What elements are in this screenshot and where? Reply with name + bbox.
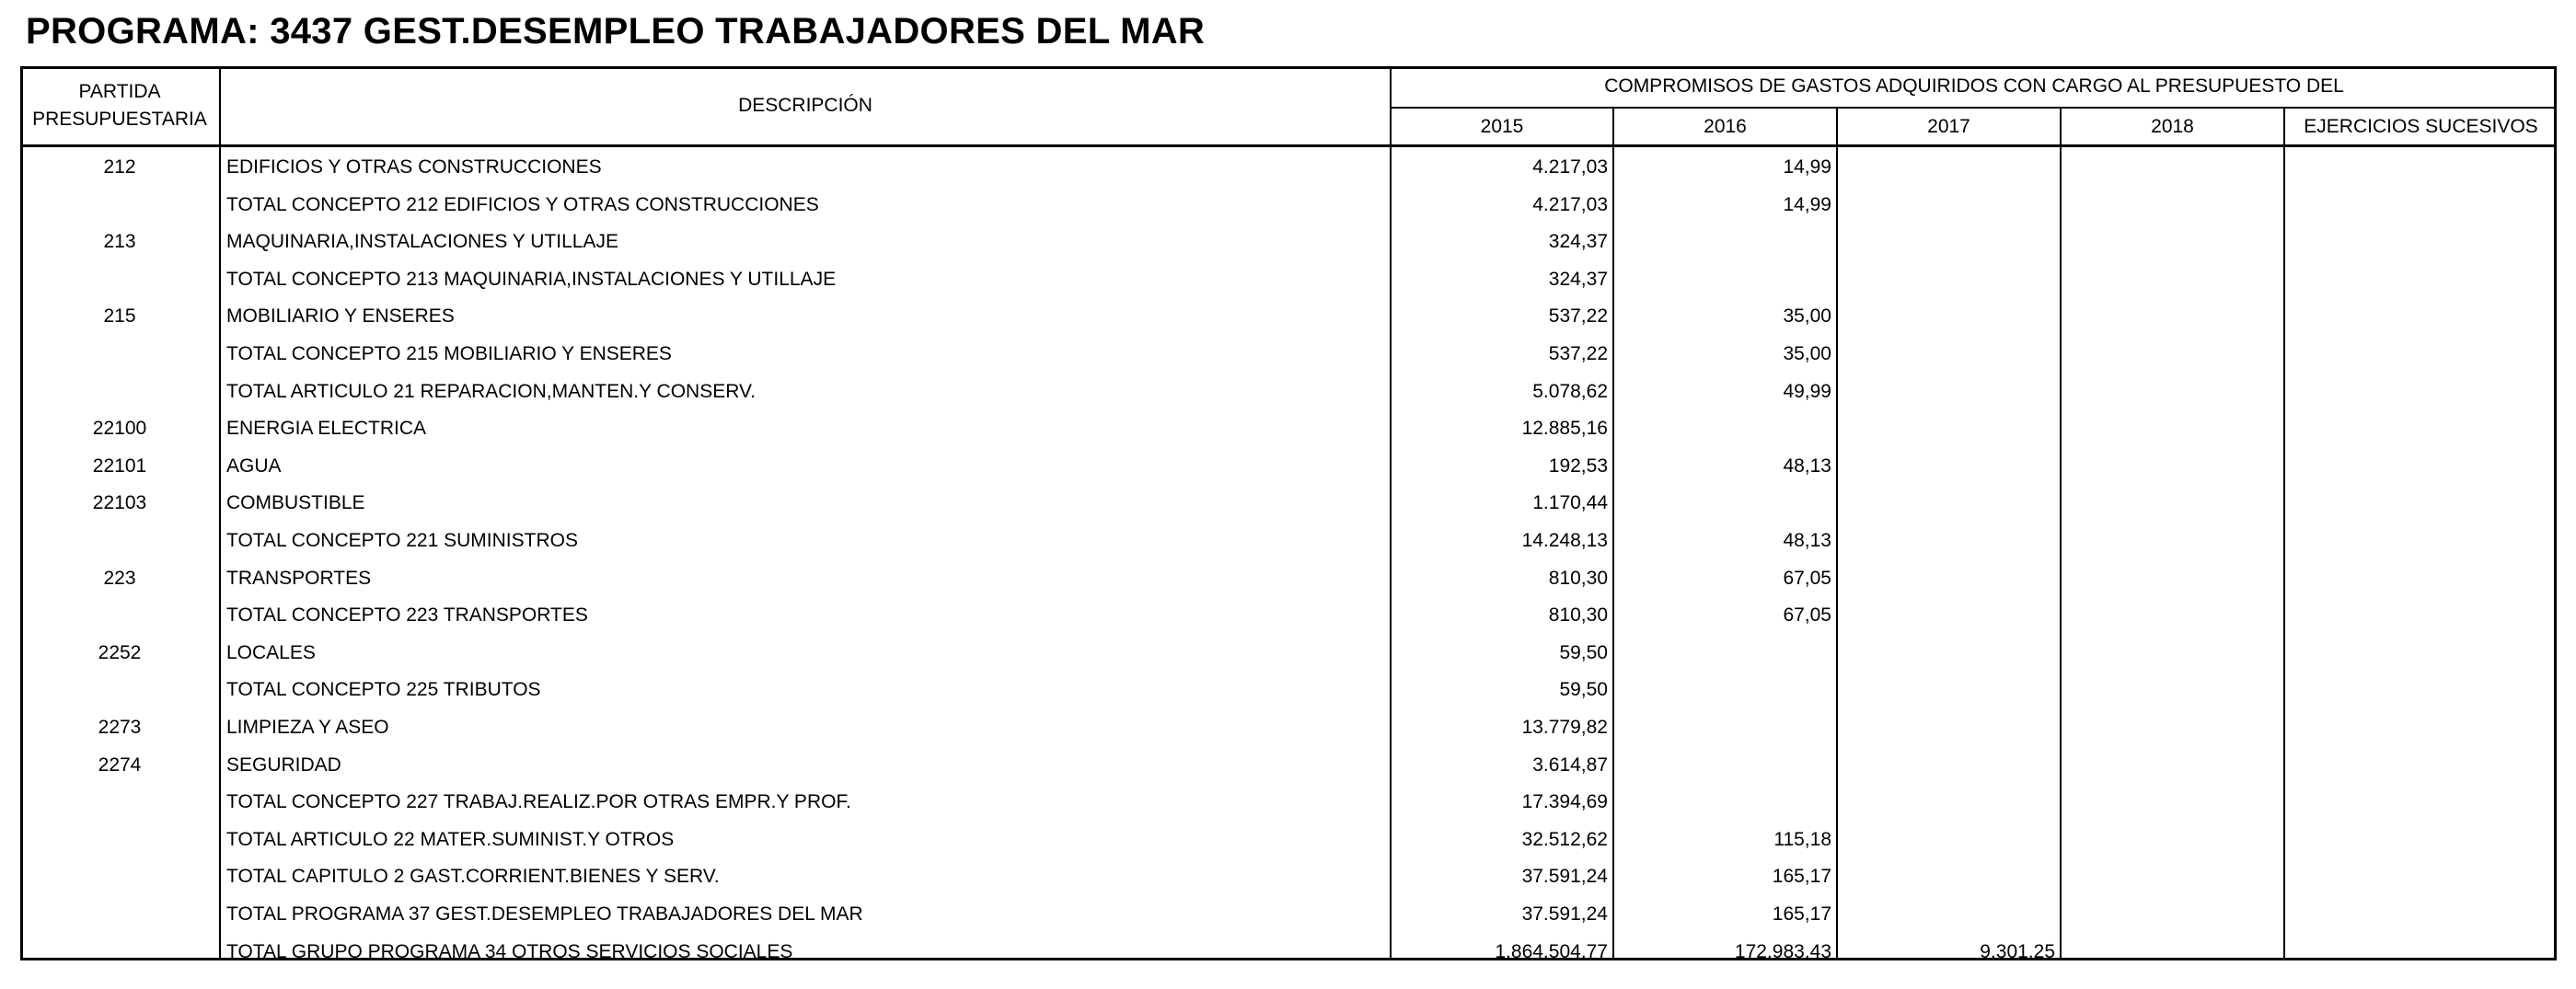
row-value-2016: 35,00	[1783, 305, 1831, 327]
row-value-2016: 14,99	[1783, 156, 1831, 178]
row-value-2016: 48,13	[1783, 530, 1831, 551]
header-ejercicios-sucesivos: EJERCICIOS SUCESIVOS	[2304, 116, 2538, 137]
row-value-2016: 48,13	[1783, 455, 1831, 477]
row-value-2015: 12.885,16	[1521, 418, 1608, 439]
header-compromisos: COMPROMISOS DE GASTOS ADQUIRIDOS CON CARGO AL PRESUPUESTO DEL	[1604, 75, 2344, 97]
row-value-2015: 810,30	[1548, 604, 1608, 626]
row-value-2016: 115,18	[1773, 829, 1831, 850]
row-descripcion: TOTAL CONCEPTO 225 TRIBUTOS	[226, 679, 541, 700]
row-value-2016: 165,17	[1772, 866, 1831, 887]
row-value-2015: 59,50	[1559, 679, 1608, 700]
row-value-2015: 4.217,03	[1532, 194, 1608, 215]
row-value-2015: 59,50	[1559, 642, 1608, 663]
page-title: PROGRAMA: 3437 GEST.DESEMPLEO TRABAJADORES DEL MAR	[26, 11, 1206, 52]
row-descripcion: SEGURIDAD	[226, 754, 341, 776]
row-descripcion: LOCALES	[226, 642, 316, 663]
row-partida: 22103	[92, 492, 147, 513]
row-value-2015: 4.217,03	[1532, 156, 1608, 178]
divider-compromisos	[1390, 107, 2557, 109]
row-descripcion: TOTAL CAPITULO 2 GAST.CORRIENT.BIENES Y SERV.	[226, 866, 720, 887]
row-descripcion: TOTAL CONCEPTO 223 TRANSPORTES	[226, 604, 588, 626]
row-value-2015: 324,37	[1548, 231, 1608, 252]
header-year-2018: 2018	[2151, 116, 2194, 137]
row-descripcion: TOTAL GRUPO PROGRAMA 34 OTROS SERVICIOS SOCIALES	[226, 941, 793, 962]
header-year-2016: 2016	[1704, 116, 1747, 137]
row-value-2015: 5.078,62	[1532, 381, 1608, 402]
divider-2017	[2060, 108, 2062, 960]
row-descripcion: TOTAL CONCEPTO 212 EDIFICIOS Y OTRAS CONSTRUCCIONES	[226, 194, 819, 215]
divider-2016	[1836, 108, 1838, 960]
row-value-2016: 35,00	[1783, 343, 1831, 364]
row-descripcion: TOTAL CONCEPTO 213 MAQUINARIA,INSTALACIONES Y UTILLAJE	[226, 269, 837, 290]
row-value-2015: 324,37	[1548, 269, 1608, 290]
row-value-2016: 14,99	[1783, 194, 1831, 215]
header-year-2017: 2017	[1927, 116, 1970, 137]
row-descripcion: EDIFICIOS Y OTRAS CONSTRUCCIONES	[226, 156, 602, 178]
header-partida-line2: PRESUPUESTARIA	[32, 109, 207, 130]
row-value-2016: 67,05	[1783, 604, 1831, 626]
row-value-2015: 32.512,62	[1521, 829, 1608, 850]
row-partida: 2252	[98, 642, 142, 663]
row-value-2015: 1.170,44	[1532, 492, 1608, 513]
row-partida: 213	[103, 231, 136, 252]
row-value-2015: 3.614,87	[1532, 754, 1608, 776]
row-value-2016: 172.983,43	[1734, 941, 1831, 962]
row-value-2015: 192,53	[1548, 455, 1608, 477]
header-descripcion: DESCRIPCIÓN	[738, 95, 872, 116]
row-descripcion: LIMPIEZA Y ASEO	[226, 717, 389, 738]
header-partida-line1: PARTIDA	[78, 81, 161, 102]
row-value-2015: 37.591,24	[1521, 903, 1608, 925]
row-value-2016: 67,05	[1783, 568, 1831, 589]
row-value-2015: 810,30	[1548, 568, 1608, 589]
row-descripcion: MOBILIARIO Y ENSERES	[226, 305, 455, 327]
divider-header-body	[20, 144, 2557, 147]
row-partida: 212	[103, 156, 136, 178]
row-value-2015: 1.864.504,77	[1495, 941, 1608, 962]
row-descripcion: TOTAL CONCEPTO 221 SUMINISTROS	[226, 530, 578, 551]
row-descripcion: MAQUINARIA,INSTALACIONES Y UTILLAJE	[226, 231, 618, 252]
row-value-2016: 165,17	[1772, 903, 1831, 925]
row-value-2015: 37.591,24	[1521, 866, 1608, 887]
row-descripcion: TOTAL CONCEPTO 227 TRABAJ.REALIZ.POR OTRAS EMPR.Y PROF.	[226, 791, 851, 812]
row-descripcion: TOTAL PROGRAMA 37 GEST.DESEMPLEO TRABAJADORES DEL MAR	[226, 903, 863, 925]
divider-2018	[2283, 108, 2285, 960]
row-value-2016: 49,99	[1783, 381, 1831, 402]
row-descripcion: ENERGIA ELECTRICA	[226, 418, 427, 439]
row-descripcion: TOTAL CONCEPTO 215 MOBILIARIO Y ENSERES	[226, 343, 672, 364]
row-value-2015: 13.779,82	[1521, 717, 1608, 738]
row-descripcion: AGUA	[226, 455, 282, 477]
row-partida: 215	[103, 305, 136, 327]
row-descripcion: TOTAL ARTICULO 21 REPARACION,MANTEN.Y CONSERV.	[226, 381, 756, 402]
row-value-2015: 537,22	[1548, 305, 1608, 327]
row-partida: 22101	[92, 455, 147, 477]
row-descripcion: COMBUSTIBLE	[226, 492, 365, 513]
row-value-2015: 17.394,69	[1521, 791, 1608, 812]
row-descripcion: TOTAL ARTICULO 22 MATER.SUMINIST.Y OTROS	[226, 829, 675, 850]
header-year-2015: 2015	[1480, 116, 1524, 137]
row-partida: 2274	[98, 754, 142, 776]
row-partida: 22100	[92, 418, 147, 439]
divider-partida	[219, 66, 221, 960]
row-descripcion: TRANSPORTES	[226, 568, 372, 589]
row-value-2017: 9.301,25	[1980, 941, 2055, 962]
row-value-2015: 537,22	[1548, 343, 1608, 364]
row-partida: 2273	[98, 717, 142, 738]
row-partida: 223	[103, 568, 136, 589]
row-value-2015: 14.248,13	[1521, 530, 1608, 551]
